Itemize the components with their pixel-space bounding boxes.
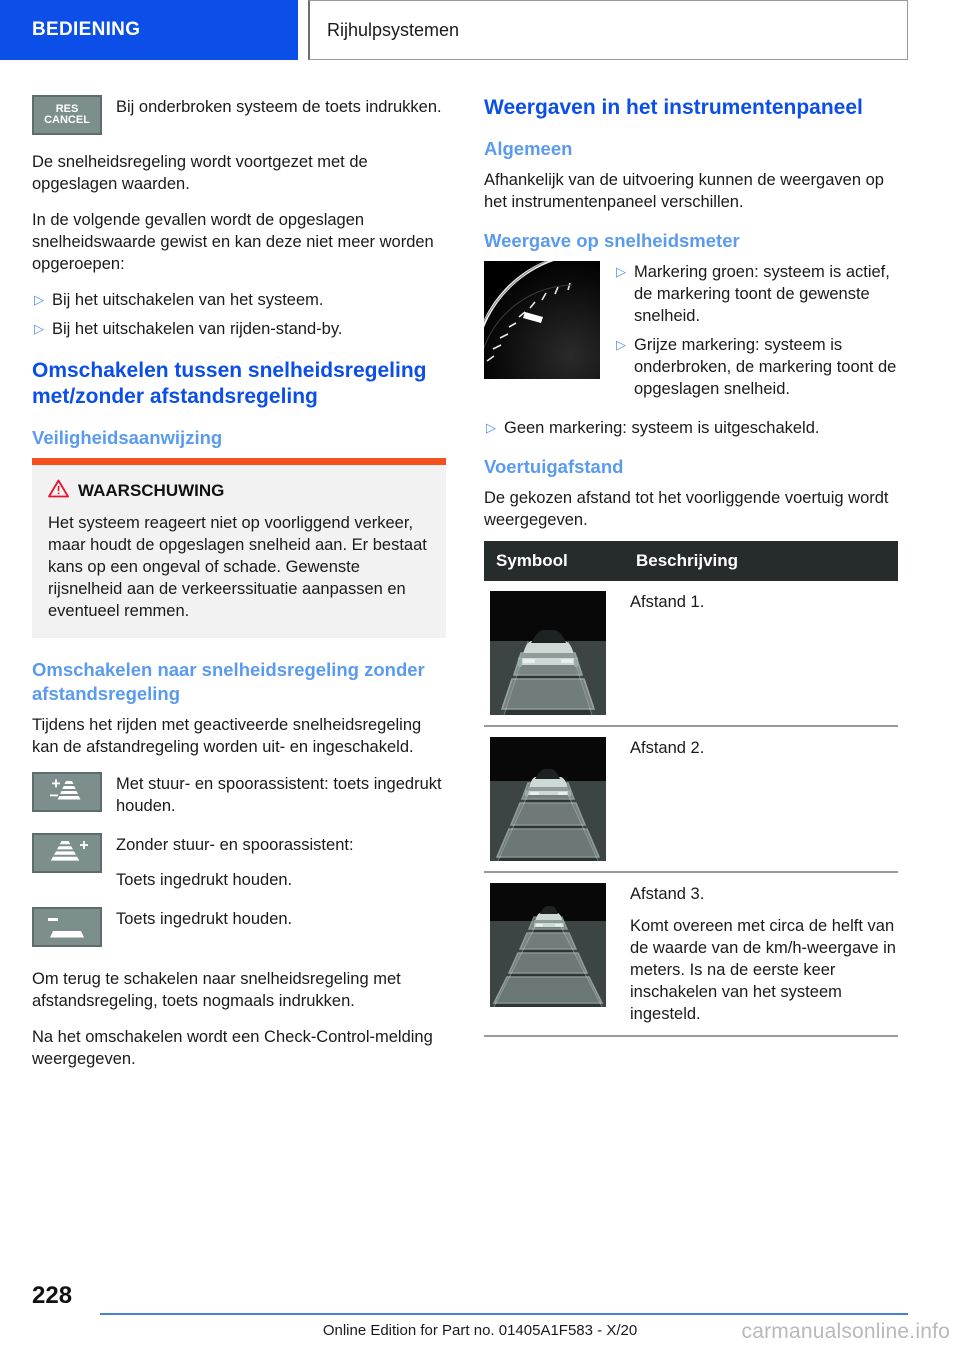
- header-chapter-label: BEDIENING: [0, 0, 298, 60]
- table-header-row: [484, 541, 898, 581]
- triangle-bullet-icon: ▷: [486, 420, 496, 435]
- distance-plus-minus-icon: [32, 772, 102, 817]
- warning-box: [32, 465, 446, 638]
- heading-omschakelen-tussen: Omschakelen tussen snelheidsregeling met/zonder afstandsregeling: [32, 359, 427, 408]
- speedo-bullet-3-text: Geen markering: systeem is uitgeschakeld.: [504, 419, 820, 437]
- distance-3-line-2: Komt overeen met circa de helft van de waarde van de km/h-weergave in meters. Is na de eerste keer inschakelen van het systeem ingesteld.: [630, 917, 896, 1023]
- distance-3-line-1: Afstand 3.: [630, 885, 705, 903]
- warning-title-text: WAARSCHUWING: [78, 481, 225, 500]
- distance-1-image: [490, 591, 606, 715]
- distance-1-desc-cell: [624, 581, 898, 726]
- distance-minus-icon: [32, 907, 102, 952]
- page-footer: [0, 1270, 960, 1362]
- footer-edition-text: Online Edition for Part no. 01405A1F583 - X/20: [322, 1322, 638, 1339]
- left-paragraph-3: Tijdens het rijden met geactiveerde snelheidsregeling kan de afstandregeling worden uit- en ingeschakeld.: [32, 716, 422, 756]
- distance-3-image: [490, 883, 606, 1007]
- icon-row-toets-ingedrukt: [32, 907, 446, 952]
- left-paragraph-1: De snelheidsregeling wordt voortgezet met de opgeslagen waarden.: [32, 153, 368, 193]
- left-paragraph-4: Om terug te schakelen naar snelheidsregeling met afstandsregeling, toets nogmaals indrukken.: [32, 970, 401, 1010]
- table-header-symbool: Symbool: [484, 541, 624, 581]
- speedo-bullet-3: [484, 417, 898, 439]
- left-paragraph-5: Na het omschakelen wordt een Check-Control-melding weergegeven.: [32, 1028, 433, 1068]
- speedo-bullet-2-text: Grijze markering: systeem is onderbroken, de markering toont de opgeslagen snelheid.: [634, 336, 897, 398]
- left-bullet-2: [32, 318, 446, 340]
- icon-row-met-stuur: [32, 772, 446, 817]
- left-paragraph-2: In de volgende gevallen wordt de opgeslagen snelheidswaarde gewist en kan deze niet meer worden opgeroepen:: [32, 211, 434, 273]
- left-bullet-2-text: Bij het uitschakelen van rijden-stand-by.: [52, 320, 343, 338]
- footer-rule: [100, 1313, 908, 1315]
- distance-3-symbol-cell: [484, 872, 624, 1036]
- res-cancel-icon: [32, 95, 102, 135]
- left-bullet-1: [32, 289, 446, 311]
- table-row: [484, 872, 898, 1036]
- subheading-algemeen: Algemeen: [484, 138, 573, 159]
- warning-title-row: [48, 479, 430, 503]
- speedo-bullet-1: [614, 261, 898, 327]
- triangle-bullet-icon: ▷: [34, 321, 44, 336]
- speedometer-block: [484, 261, 898, 407]
- subheading-voertuigafstand: Voertuigafstand: [484, 456, 624, 477]
- distance-2-desc-cell: [624, 726, 898, 872]
- right-paragraph-general: Afhankelijk van de uitvoering kunnen de weergaven op het instrumentenpaneel verschillen.: [484, 171, 884, 211]
- icon-row-met-stuur-text: Met stuur- en spoorassistent: toets ingedrukt houden.: [116, 775, 442, 815]
- res-cancel-text: Bij onderbroken systeem de toets indrukken.: [116, 98, 442, 116]
- table-header-beschrijving: Beschrijving: [624, 541, 898, 581]
- res-cancel-icon-line2: CANCEL: [44, 114, 90, 126]
- res-cancel-row: [32, 95, 446, 135]
- left-bullet-1-text: Bij het uitschakelen van het systeem.: [52, 291, 324, 309]
- icon-row-zonder-stuur-text: Zonder stuur- en spoorassistent:: [116, 836, 354, 854]
- subheading-omschakelen-naar: Omschakelen naar snelheidsregeling zonder afstandsregeling: [32, 659, 425, 704]
- watermark-text: carmanualsonline.info: [741, 1320, 950, 1343]
- distance-1-line-1: Afstand 1.: [630, 593, 705, 611]
- left-column: [32, 95, 446, 1084]
- right-column: [484, 95, 898, 1037]
- triangle-bullet-icon: ▷: [616, 264, 626, 279]
- triangle-bullet-icon: ▷: [34, 292, 44, 307]
- distance-2-line-1: Afstand 2.: [630, 739, 705, 757]
- heading-weergaven: Weergaven in het instrumentenpaneel: [484, 96, 863, 119]
- warning-rule: [32, 458, 446, 465]
- distance-plus-icon: [32, 833, 102, 878]
- warning-triangle-icon: [48, 479, 69, 503]
- res-cancel-icon-line1: RES: [55, 103, 79, 115]
- distance-1-symbol-cell: [484, 581, 624, 726]
- warning-body-text: Het systeem reageert niet op voorliggend verkeer, maar houdt de opgeslagen snelheid aan. Er bestaat kans op een ongeval of schade. Gewenste rijsnelheid aan de verkeerssituatie aanpassen en eventueel remmen.: [48, 514, 427, 620]
- distance-2-image: [490, 737, 606, 861]
- subheading-weergave-snelheidsmeter: Weergave op snelheidsmeter: [484, 230, 740, 251]
- icon-row-zonder-stuur-text2: Toets ingedrukt houden.: [116, 871, 293, 889]
- icon-row-zonder-stuur: [32, 833, 446, 891]
- page-header: [0, 0, 960, 60]
- table-row: [484, 581, 898, 726]
- right-paragraph-distance: De gekozen afstand tot het voorliggende voertuig wordt weergegeven.: [484, 489, 889, 529]
- speedo-bullet-1-text: Markering groen: systeem is actief, de markering toont de gewenste snelheid.: [634, 263, 890, 325]
- distance-table: [484, 541, 898, 1037]
- speedo-bullet-2: [614, 334, 898, 400]
- speedometer-image: [484, 261, 600, 379]
- triangle-bullet-icon: ▷: [616, 337, 626, 352]
- page-number: 228: [32, 1282, 73, 1309]
- icon-row-toets-ingedrukt-text: Toets ingedrukt houden.: [116, 910, 293, 928]
- distance-2-symbol-cell: [484, 726, 624, 872]
- subheading-veiligheidsaanwijzing: Veiligheidsaanwijzing: [32, 427, 223, 448]
- header-section-label: Rijhulpsystemen: [308, 0, 908, 60]
- distance-3-desc-cell: [624, 872, 898, 1036]
- table-row: [484, 726, 898, 872]
